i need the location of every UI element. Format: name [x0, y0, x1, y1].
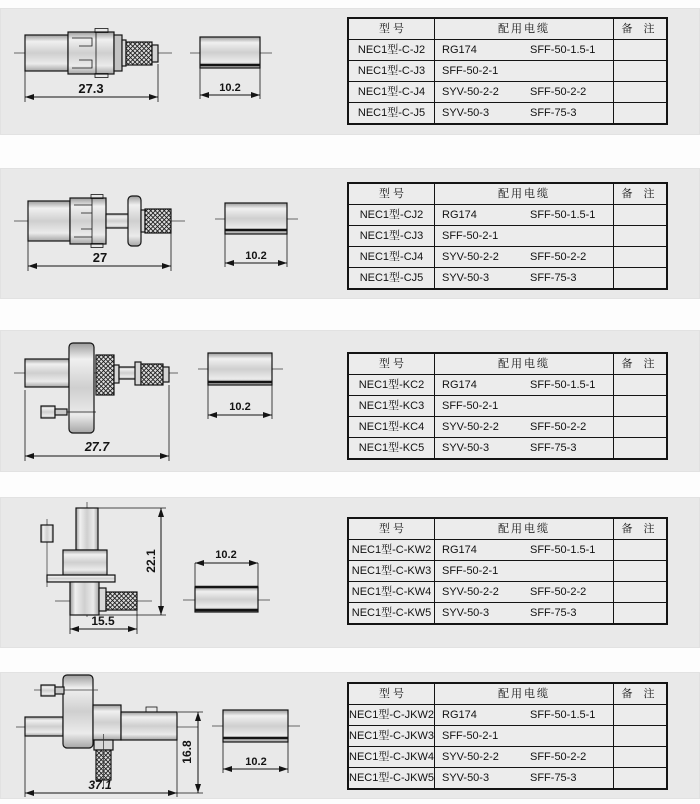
table-row: [349, 39, 666, 60]
col-header-model: 型 号: [349, 354, 435, 374]
col-header-cable: 配用电缆: [435, 354, 614, 374]
cable-1: RG174: [442, 708, 477, 721]
mounting-screw: [41, 525, 53, 542]
knurled-ferrule: [145, 209, 171, 233]
cable-cell: [435, 768, 614, 788]
connector-drawing-c-kw: [0, 497, 335, 648]
col-header-remark: 备 注: [621, 187, 659, 200]
cable-2: SFF-50-1.5-1: [530, 543, 596, 556]
model-cell: NEC1型-C-KW3: [349, 561, 435, 581]
spec-table-cj: [347, 182, 668, 290]
table-row: [349, 246, 666, 267]
cable-1: SYV-50-3: [442, 771, 490, 784]
connector-body: [25, 343, 169, 433]
dim-label-height: 22.1: [144, 549, 158, 573]
section-cj: [0, 168, 700, 299]
cable-cell: [435, 540, 614, 560]
cable-1: SFF-50-2-1: [442, 229, 499, 242]
col-header-cable: 配用电缆: [435, 684, 614, 704]
cable-cell: [435, 40, 614, 60]
cable-cell: [435, 226, 614, 246]
cable-cell: [435, 561, 614, 581]
remark-cell: [614, 103, 666, 123]
remark-cell: [614, 540, 666, 560]
cable-1: SYV-50-3: [442, 271, 490, 284]
dim-label-width: 15.5: [91, 614, 115, 628]
cable-2: SFF-50-1.5-1: [530, 208, 596, 221]
col-header-cable: 配用电缆: [435, 19, 614, 39]
connector-body: [41, 508, 137, 615]
table-row: [349, 725, 666, 746]
dim-label-length: 27.3: [78, 81, 104, 96]
table-header-row: [349, 184, 666, 204]
col-header-model: 型 号: [349, 19, 435, 39]
cable-1: RG174: [442, 543, 477, 556]
model-cell: NEC1型-C-KW5: [349, 603, 435, 623]
cable-2: SFF-50-1.5-1: [530, 708, 596, 721]
table-header-row: [349, 684, 666, 704]
model-cell: NEC1型-KC4: [349, 417, 435, 437]
model-cell: NEC1型-C-JKW3: [349, 726, 435, 746]
table-row: [349, 560, 666, 581]
knurled-ferrule: [126, 42, 152, 65]
dim-label-sleeve: 10.2: [215, 549, 237, 561]
remark-cell: [614, 438, 666, 458]
sleeve: [198, 353, 283, 419]
table-header-row: [349, 519, 666, 539]
cable-1: RG174: [442, 43, 477, 56]
connector-body: [28, 195, 171, 248]
remark-cell: [614, 247, 666, 267]
table-row: [349, 416, 666, 437]
table-row: [349, 225, 666, 246]
model-cell: NEC1型-C-JKW2: [349, 705, 435, 725]
cable-1: SYV-50-2-2: [442, 250, 499, 263]
table-row: [349, 746, 666, 767]
connector-drawing-cj: [0, 168, 335, 299]
table-row: [349, 539, 666, 560]
connector-drawing-c-jkw: [0, 672, 335, 799]
table-header-row: [349, 354, 666, 374]
cable-1: SYV-50-2-2: [442, 585, 499, 598]
remark-cell: [614, 726, 666, 746]
cable-cell: [435, 603, 614, 623]
model-cell: NEC1型-C-J4: [349, 82, 435, 102]
cable-1: SYV-50-3: [442, 606, 490, 619]
cable-cell: [435, 417, 614, 437]
dim-label-width: 37.1: [88, 778, 112, 792]
cable-2: SFF-50-2-2: [530, 85, 587, 98]
model-cell: NEC1型-CJ3: [349, 226, 435, 246]
cable-cell: [435, 82, 614, 102]
drawing-c-jkw: [0, 672, 335, 799]
cable-1: SYV-50-2-2: [442, 85, 499, 98]
dim-label-height: 16.8: [180, 740, 194, 764]
knurled-nut: [96, 355, 114, 395]
col-header-model: 型 号: [349, 184, 435, 204]
col-header-remark: 备 注: [621, 357, 659, 370]
cable-cell: [435, 103, 614, 123]
remark-cell: [614, 561, 666, 581]
connector-drawing-kc: [0, 330, 335, 472]
cable-2: SFF-50-2-2: [530, 250, 587, 263]
model-cell: NEC1型-KC2: [349, 375, 435, 395]
remark-cell: [614, 582, 666, 602]
dim-length: [25, 385, 169, 461]
model-cell: NEC1型-C-JKW4: [349, 747, 435, 767]
cable-cell: [435, 205, 614, 225]
col-header-remark: 备 注: [621, 522, 659, 535]
dim-label-length: 27: [92, 250, 108, 265]
model-cell: NEC1型-C-J3: [349, 61, 435, 81]
remark-cell: [614, 226, 666, 246]
cable-1: SFF-50-2-1: [442, 64, 499, 77]
spec-table-c-jkw: [347, 682, 668, 790]
dim-height: [177, 712, 203, 793]
col-header-model: 型 号: [349, 684, 435, 704]
cable-2: SFF-75-3: [530, 771, 577, 784]
dim-label-length: 27.7: [84, 440, 110, 454]
cable-2: SFF-50-2-2: [530, 420, 587, 433]
table-header-row: [349, 19, 666, 39]
model-cell: NEC1型-CJ5: [349, 268, 435, 288]
model-cell: NEC1型-C-KW2: [349, 540, 435, 560]
section-kc: [0, 330, 700, 472]
cable-cell: [435, 438, 614, 458]
cable-1: RG174: [442, 208, 477, 221]
cable-cell: [435, 705, 614, 725]
remark-cell: [614, 205, 666, 225]
spec-table-c-j: [347, 17, 668, 125]
model-cell: NEC1型-CJ2: [349, 205, 435, 225]
table-row: [349, 374, 666, 395]
model-cell: NEC1型-CJ4: [349, 247, 435, 267]
cable-2: SFF-50-1.5-1: [530, 378, 596, 391]
cable-1: SYV-50-3: [442, 106, 490, 119]
remark-cell: [614, 268, 666, 288]
cable-1: SFF-50-2-1: [442, 729, 499, 742]
sleeve: [215, 203, 298, 267]
remark-cell: [614, 768, 666, 788]
table-row: [349, 60, 666, 81]
dim-label-sleeve: 10.2: [245, 250, 267, 262]
section-c-j: [0, 8, 700, 135]
flange-disc: [128, 196, 141, 246]
col-header-remark: 备 注: [621, 687, 659, 700]
cable-2: SFF-75-3: [530, 606, 577, 619]
remark-cell: [614, 417, 666, 437]
cable-1: SFF-50-2-1: [442, 399, 499, 412]
flange-disc: [69, 343, 94, 433]
spec-table-kc: [347, 352, 668, 460]
dim-label-sleeve: 10.2: [245, 756, 267, 768]
table-row: [349, 581, 666, 602]
cable-cell: [435, 61, 614, 81]
cable-2: SFF-75-3: [530, 441, 577, 454]
dim-label-sleeve: 10.2: [229, 401, 251, 413]
cable-1: RG174: [442, 378, 477, 391]
cable-1: SYV-50-2-2: [442, 420, 499, 433]
table-row: [349, 395, 666, 416]
cable-cell: [435, 747, 614, 767]
cable-cell: [435, 726, 614, 746]
cable-2: SFF-50-1.5-1: [530, 43, 596, 56]
knurled-ferrule: [106, 592, 137, 610]
section-c-jkw: [0, 672, 700, 799]
model-cell: NEC1型-KC3: [349, 396, 435, 416]
remark-cell: [614, 396, 666, 416]
knurled-ferrule: [141, 364, 163, 385]
table-row: [349, 204, 666, 225]
cable-2: SFF-50-2-2: [530, 585, 587, 598]
cable-1: SFF-50-2-1: [442, 564, 499, 577]
remark-cell: [614, 375, 666, 395]
remark-cell: [614, 705, 666, 725]
table-row: [349, 437, 666, 458]
drawing-kc: [0, 330, 335, 472]
cable-cell: [435, 582, 614, 602]
drawing-c-kw: [0, 497, 335, 648]
sleeve: [212, 710, 300, 773]
connector-body: [25, 675, 177, 788]
flange-disc: [63, 675, 93, 748]
cable-cell: [435, 268, 614, 288]
spec-table-c-kw: [347, 517, 668, 625]
model-cell: NEC1型-C-J5: [349, 103, 435, 123]
cable-cell: [435, 396, 614, 416]
col-header-model: 型 号: [349, 519, 435, 539]
drawing-cj: [0, 168, 335, 299]
remark-cell: [614, 603, 666, 623]
dim-label-sleeve: 10.2: [219, 82, 241, 94]
flange-plate: [47, 575, 115, 582]
drawing-c-j: [0, 8, 335, 135]
table-row: [349, 602, 666, 623]
remark-cell: [614, 747, 666, 767]
cable-1: SYV-50-2-2: [442, 750, 499, 763]
remark-cell: [614, 82, 666, 102]
cable-1: SYV-50-3: [442, 441, 490, 454]
sleeve: [190, 37, 272, 99]
table-row: [349, 767, 666, 788]
section-c-kw: [0, 497, 700, 648]
cable-2: SFF-75-3: [530, 106, 577, 119]
col-header-remark: 备 注: [621, 22, 659, 35]
table-row: [349, 267, 666, 288]
remark-cell: [614, 61, 666, 81]
table-row: [349, 704, 666, 725]
table-row: [349, 102, 666, 123]
model-cell: NEC1型-C-JKW5: [349, 768, 435, 788]
mounting-screw: [41, 685, 55, 696]
connector-drawing-c-j: [0, 8, 335, 135]
model-cell: NEC1型-C-KW4: [349, 582, 435, 602]
cable-2: SFF-75-3: [530, 271, 577, 284]
model-cell: NEC1型-C-J2: [349, 40, 435, 60]
cable-cell: [435, 247, 614, 267]
model-cell: NEC1型-KC5: [349, 438, 435, 458]
table-row: [349, 81, 666, 102]
cable-2: SFF-50-2-2: [530, 750, 587, 763]
cable-cell: [435, 375, 614, 395]
col-header-cable: 配用电缆: [435, 519, 614, 539]
connector-body: [25, 29, 158, 78]
col-header-cable: 配用电缆: [435, 184, 614, 204]
sleeve: [183, 549, 270, 612]
remark-cell: [614, 40, 666, 60]
